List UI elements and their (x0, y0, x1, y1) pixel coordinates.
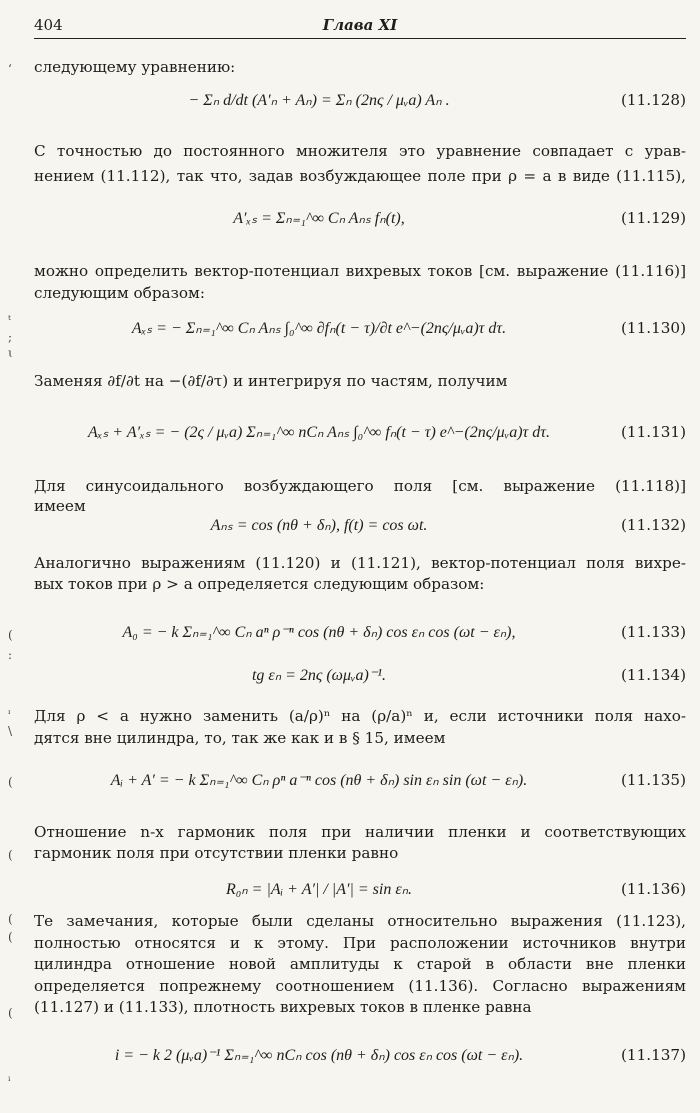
chapter-title: Глава XI (322, 16, 398, 34)
equation-number: (11.129) (621, 209, 686, 227)
equation-11-135 (34, 760, 686, 800)
formula: − Σₙ d/dt (A′ₙ + Aₙ) = Σₙ (2nς / μᵥa) Aₙ . (188, 92, 450, 109)
page-number: 404 (34, 16, 63, 34)
margin-mark: ( (8, 1006, 13, 1020)
equation-number: (11.136) (621, 880, 686, 898)
text-line: Те замечания, которые были сделаны относительно выражения (11.123), (34, 912, 686, 930)
equation-number: (11.134) (621, 666, 686, 684)
equation-number: (11.132) (621, 516, 686, 534)
formula: tg εₙ = 2nς (ωμᵥa)⁻¹. (251, 667, 387, 684)
equation-number: (11.137) (621, 1046, 686, 1064)
margin-mark: ʻ (8, 62, 12, 76)
text-line: имеем (34, 497, 86, 515)
text-line: следующему уравнению: (34, 58, 236, 76)
equation-11-137 (34, 1035, 686, 1075)
margin-mark: ; (8, 330, 13, 344)
margin-mark: ( (8, 848, 13, 862)
equation-11-130 (34, 308, 686, 348)
margin-mark: ᶦ (8, 707, 11, 721)
text-line: можно определить вектор-потенциал вихревых токов [см. выражение (11.116)] (34, 262, 686, 280)
equation-number: (11.131) (621, 423, 686, 441)
text-line: дятся вне цилиндра, то, так же как и в § 15, имеем (34, 729, 446, 747)
equation-11-133 (34, 612, 686, 652)
equation-11-128 (34, 80, 686, 120)
text-line: нением (11.112), так что, задав возбуждающее поле при ρ = a в виде (11.115), (34, 167, 686, 185)
text-line: гармоник поля при отсутствии пленки равно (34, 844, 399, 862)
equation-11-129 (34, 198, 686, 238)
formula: A₀ = − k Σₙ₌₁^∞ Cₙ aⁿ ρ⁻ⁿ cos (nθ + δₙ) cos εₙ cos (ωt − εₙ), (122, 624, 516, 641)
margin-mark: ( (8, 628, 13, 642)
text-line: полностью относятся и к этому. При расположении источников внутри (34, 934, 686, 952)
equation-11-131 (34, 412, 686, 452)
text-line: (11.127) и (11.133), плотность вихревых токов в пленке равна (34, 998, 532, 1016)
equation-11-134 (34, 655, 686, 695)
text-line: Для синусоидального возбуждающего поля [см. выражение (11.118)] (34, 477, 686, 495)
margin-mark: ( (8, 775, 13, 789)
text-line: определяется попрежнему соотношением (11.136). Согласно выражениям (34, 977, 686, 995)
formula: Aₓₛ + A′ₓₛ = − (2ς / μᵥa) Σₙ₌₁^∞ nCₙ Aₙₛ ∫₀^∞ fₙ(t − τ) e^−(2nς/μᵥa)τ dτ. (88, 424, 550, 441)
text-line: цилиндра отношение новой амплитуды к старой в области вне пленки (34, 955, 686, 973)
margin-mark: ( (8, 912, 13, 926)
text-line: Отношение n-х гармоник поля при наличии пленки и соответствующих (34, 823, 686, 841)
margin-mark: : (8, 648, 13, 662)
equation-11-136 (34, 869, 686, 909)
margin-mark: ᵗ (8, 313, 11, 327)
formula: R₀ₙ = |Aᵢ + A′| / |A′| = sin εₙ. (225, 881, 413, 898)
formula: i = − k 2 (μᵥa)⁻¹ Σₙ₌₁^∞ nCₙ cos (nθ + δₙ) cos εₙ cos (ωt − εₙ). (114, 1047, 524, 1064)
equation-number: (11.133) (621, 623, 686, 641)
formula: Aₓₛ = − Σₙ₌₁^∞ Cₙ Aₙₛ ∫₀^∞ ∂fₙ(t − τ)/∂t e^−(2nς/μᵥa)τ dτ. (131, 320, 507, 337)
margin-mark: ɩ (8, 346, 13, 360)
margin-mark: ⁱ (8, 1074, 11, 1088)
formula: Aᵢ + A′ = − k Σₙ₌₁^∞ Cₙ ρⁿ a⁻ⁿ cos (nθ + δₙ) sin εₙ sin (ωt − εₙ). (110, 772, 528, 789)
text-line: вых токов при ρ > a определяется следующим образом: (34, 575, 485, 593)
formula: Aₙₛ = cos (nθ + δₙ), f(t) = cos ωt. (210, 517, 428, 534)
text-line: Заменяя ∂f/∂t на −(∂f/∂τ) и интегрируя по частям, получим (34, 372, 508, 390)
margin-mark: \ (8, 724, 13, 738)
equation-11-132 (34, 505, 686, 545)
text-line: Для ρ < a нужно заменить (a/ρ)ⁿ на (ρ/a)ⁿ и, если источники поля нахо- (34, 707, 686, 725)
formula: A′ₓₛ = Σₙ₌₁^∞ Cₙ Aₙₛ fₙ(t), (233, 210, 405, 227)
page-header (34, 12, 686, 39)
text-line: Аналогично выражениям (11.120) и (11.121), вектор-потенциал поля вихре- (34, 554, 686, 572)
equation-number: (11.130) (621, 319, 686, 337)
text-line: С точностью до постоянного множителя это уравнение совпадает с урав- (34, 142, 686, 160)
text-line: следующим образом: (34, 284, 205, 302)
margin-mark: ( (8, 930, 13, 944)
equation-number: (11.128) (621, 91, 686, 109)
equation-number: (11.135) (621, 771, 686, 789)
